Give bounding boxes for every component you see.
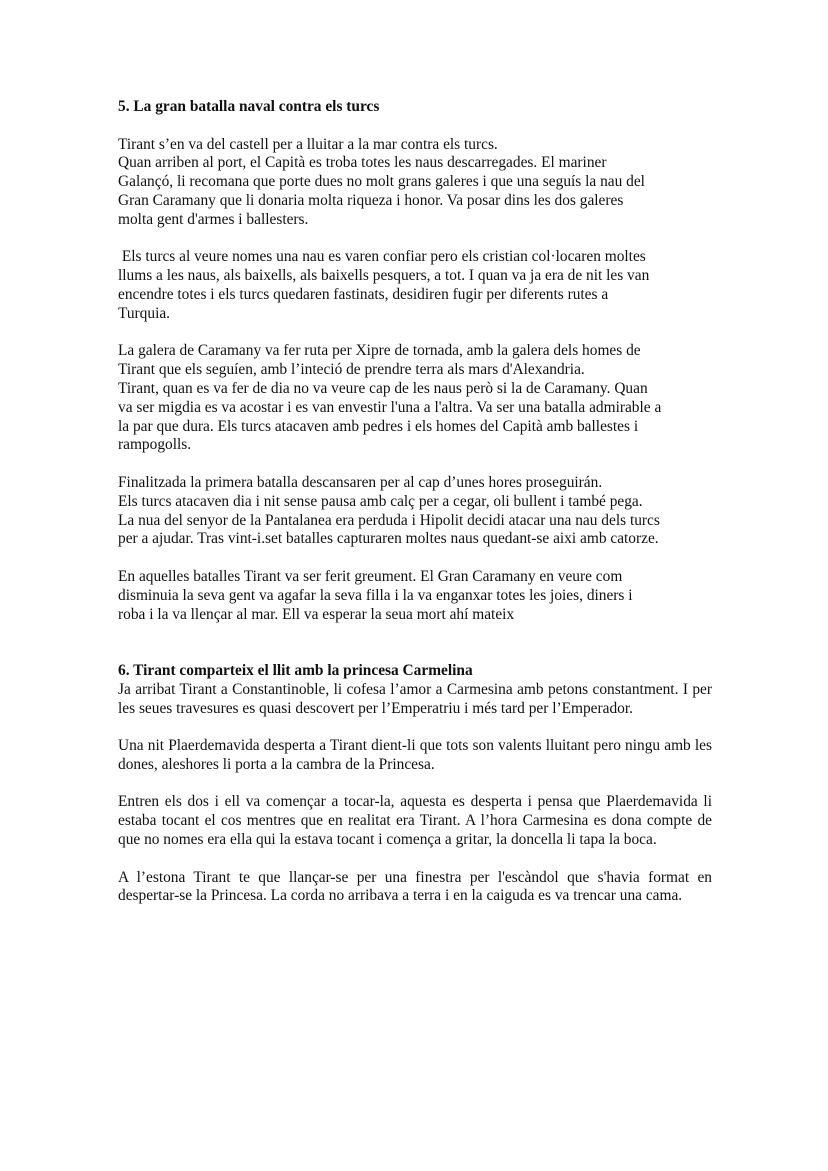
text-line: La nua del senyor de la Pantalanea era perduda i Hipolit decidi atacar una nau dels turcs [118,511,660,529]
text-line: Els turcs al veure nomes una nau es varen confiar pero els cristian col·locaren moltes [118,248,646,266]
text-line: molta gent d'armes i ballesters. [118,210,309,228]
text-line: Finalitzada la primera batalla descansaren per al cap d’unes hores proseguirán. [118,473,603,491]
section-5-heading: 5. La gran batalla naval contra els turcs [118,98,380,115]
text-line: llums a les naus, als baixells, als baixells pesquers, a tot. I quan va ja era de nit les van [118,267,650,285]
text-line: roba i la va llençar al mar. Ell va esperar la seua mort ahí mateix [118,605,515,623]
text-line: La galera de Caramany va fer ruta per Xipre de tornada, amb la galera dels homes de [118,342,641,360]
text-line: Gran Caramany que li donaria molta riqueza i honor. Va posar dins les dos galeres [118,191,624,209]
section-5-paragraph-1 [118,136,712,230]
section-6-paragraph-1: Ja arribat Tirant a Constantinoble, li cofesa l’amor a Carmesina amb petons constantment. I per les seues travesures es quasi descovert per l’Emperatriu i més tard per l’Emperador. [118,680,712,717]
section-5-paragraph-3 [118,342,712,455]
text-line: la par que dura. Els turcs atacaven amb pedres i els homes del Capità amb ballestes i [118,417,639,435]
document-body [118,98,712,925]
text-line: disminuia la seva gent va agafar la seva filla i la va enganxar totes les joies, diners i [118,586,633,604]
text-line: En aquelles batalles Tirant va ser ferit greument. El Gran Caramany en veure com [118,567,623,585]
text-line: Quan arriben al port, el Capità es troba totes les naus descarregades. El mariner [118,154,607,172]
text-line: Tirant que els seguíen, amb l’inteció de prendre terra als mars d'Alexandria. [118,361,585,379]
text-line: per a ajudar. Tras vint-i.set batalles capturaren moltes naus quedant-se aixi amb catorze. [118,530,659,548]
text-line: encendre totes i els turcs quedaren fastinats, desidiren fugir per diferents rutes a [118,285,609,303]
text-line: Tirant s’en va del castell per a lluitar a la mar contra els turcs. [118,135,498,153]
section-6-paragraph-4: A l’estona Tirant te que llançar-se per una finestra per l'escàndol que s'havia format en despertar-se la Princesa. La corda no arribava a terra i en la caiguda es va trencar una cama. [118,868,712,905]
section-5-paragraph-4 [118,474,712,549]
section-5-paragraph-2 [118,248,712,323]
section-5-paragraph-5 [118,568,712,624]
text-line: Tirant, quan es va fer de dia no va veure cap de les naus però si la de Caramany. Quan [118,379,648,397]
text-line: Galançó, li recomana que porte dues no molt grans galeres i que una seguís la nau del [118,173,645,191]
text-line: Turquia. [118,304,171,322]
text-line: rampogolls. [118,436,192,454]
section-6-paragraph-2: Una nit Plaerdemavida desperta a Tirant dient-li que tots son valents lluitant pero ningu amb les dones, aleshores li porta a la cambra de la Princesa. [118,737,712,773]
text-line: Els turcs atacaven dia i nit sense pausa amb calç per a cegar, oli bullent i també pega. [118,492,643,510]
section-6-paragraph-3: Entren els dos i ell va començar a tocar-la, aquesta es desperta i pensa que Plaerdemavida li estaba tocant el cos mentres que en realitat era Tirant. A l’hora Carmesina es dona compte de que no nomes era ella qui la estava tocant i comença a gritar, la doncella li tapa la boca. [118,793,712,849]
section-6-heading: 6. Tirant comparteix el llit amb la princesa Carmelina [118,661,473,679]
text-line: va ser migdia es va acostar i es van envestir l'una a l'altra. Va ser una batalla admirable a [118,398,662,416]
